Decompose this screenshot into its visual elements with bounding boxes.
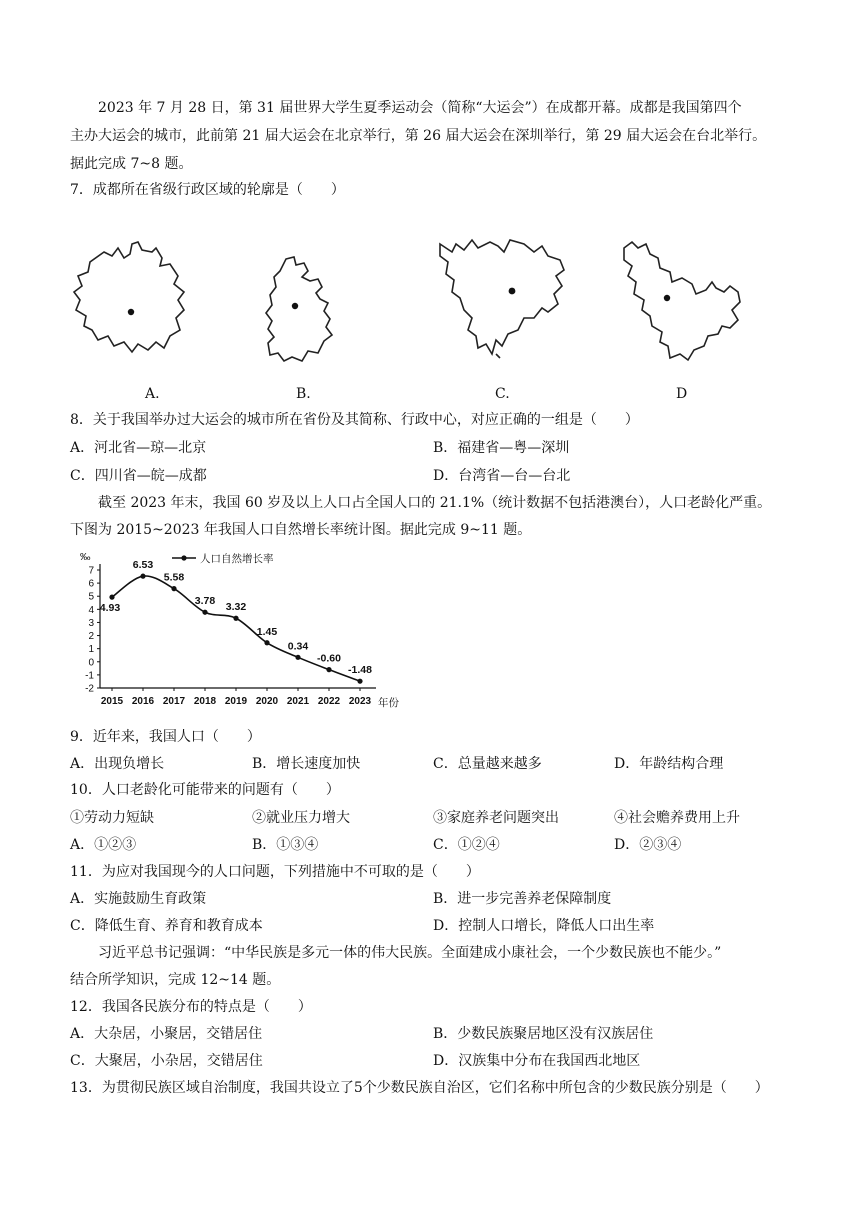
chart-data-label: 5.58 xyxy=(163,571,185,584)
chart-x-tick-label: 2020 xyxy=(255,696,279,707)
chart-x-tick-label: 2017 xyxy=(162,696,186,707)
question-9-option-b[interactable]: B．增长速度加快 xyxy=(252,756,361,772)
chart-data-point xyxy=(109,595,114,600)
question-8-option-b[interactable]: B．福建省—粤—深圳 xyxy=(433,440,570,456)
chart-x-tick-label: 2023 xyxy=(348,696,372,707)
question-8-option-c[interactable]: C．四川省—皖—成都 xyxy=(70,468,207,484)
chart-data-point xyxy=(202,610,207,615)
intro-3-line-2: 结合所学知识，完成 12~14 题。 xyxy=(70,972,281,988)
question-9-option-a[interactable]: A．出现负增长 xyxy=(70,756,165,772)
chart-x-tick-label: 2019 xyxy=(224,696,248,707)
chart-legend-label: 人口自然增长率 xyxy=(200,553,274,565)
chart-data-point xyxy=(326,667,331,672)
chart-data-point xyxy=(233,616,238,621)
question-11-option-d[interactable]: D．控制人口增长，降低人口出生率 xyxy=(433,918,655,934)
question-10-option-a[interactable]: A．①②③ xyxy=(70,837,137,853)
question-11-option-a[interactable]: A．实施鼓励生育政策 xyxy=(70,891,207,907)
map-label-c: C. xyxy=(495,386,510,402)
chart-data-label: 3.78 xyxy=(194,595,216,608)
question-12-option-a[interactable]: A．大杂居，小聚居，交错居住 xyxy=(70,1026,263,1042)
population-growth-line-chart xyxy=(72,548,412,716)
chart-data-point xyxy=(171,586,176,591)
chart-y-tick-label: 6 xyxy=(88,578,94,590)
chart-y-tick-label: 4 xyxy=(88,604,94,616)
chart-data-label: 0.34 xyxy=(287,640,309,653)
chart-data-point xyxy=(357,679,362,684)
question-9-stem: 9．近年来，我国人口（ ） xyxy=(70,729,261,745)
intro-2-line-2: 下图为 2015~2023 年我国人口自然增长率统计图。据此完成 9~11 题。 xyxy=(70,522,532,538)
chart-y-tick-label: 0 xyxy=(88,657,94,669)
question-12-option-c[interactable]: C．大聚居，小杂居，交错居住 xyxy=(70,1053,263,1069)
question-10-item-4: ④社会赡养费用上升 xyxy=(614,810,740,826)
intro-1-line-3: 据此完成 7~8 题。 xyxy=(70,156,193,172)
question-10-option-c[interactable]: C．①②④ xyxy=(433,837,500,853)
question-13-stem: 13．为贯彻民族区域自治制度，我国共设立了5个少数民族自治区，它们名称中所包含的少数民族分别是（ ） xyxy=(70,1080,769,1096)
question-10-option-d[interactable]: D．②③④ xyxy=(614,837,682,853)
chart-y-tick-label: -2 xyxy=(85,683,94,695)
question-10-option-b[interactable]: B．①③④ xyxy=(252,837,319,853)
chart-y-tick-label: 5 xyxy=(88,591,94,603)
question-8-option-d[interactable]: D．台湾省—台—台北 xyxy=(433,468,571,484)
chart-x-tick-label: 2015 xyxy=(100,696,124,707)
chart-y-unit: ‰ xyxy=(80,551,91,563)
map-option-c-image xyxy=(438,238,568,360)
chart-series-line xyxy=(112,576,360,681)
chart-data-label: 3.32 xyxy=(225,601,247,614)
chart-y-tick-label: 7 xyxy=(88,565,94,577)
chart-data-label: 6.53 xyxy=(132,559,154,572)
question-12-stem: 12．我国各民族分布的特点是（ ） xyxy=(70,999,312,1015)
question-11-option-c[interactable]: C．降低生育、养育和教育成本 xyxy=(70,918,263,934)
chart-x-tick-label: 2022 xyxy=(317,696,341,707)
chart-data-label: 1.45 xyxy=(256,625,278,638)
question-8-option-a[interactable]: A．河北省—琼—北京 xyxy=(70,440,207,456)
intro-1-line-1: 2023 年 7 月 28 日，第 31 届世界大学生夏季运动会（简称“大运会”）在成都开幕。成都是我国第四个 xyxy=(98,100,742,116)
chart-data-point xyxy=(140,574,145,579)
intro-2-line-1: 截至 2023 年末，我国 60 岁及以上人口占全国人口的 21.1%（统计数据不包括港澳台），人口老龄化严重。 xyxy=(98,495,772,511)
chart-x-tick-label: 2018 xyxy=(193,696,217,707)
chart-y-tick-label: 2 xyxy=(88,631,94,643)
chart-data-label: 4.93 xyxy=(99,602,121,615)
chart-x-unit: 年份 xyxy=(378,697,399,709)
question-10-item-1: ①劳动力短缺 xyxy=(70,810,154,826)
question-9-option-c[interactable]: C．总量越来越多 xyxy=(433,756,542,772)
question-8-stem: 8．关于我国举办过大运会的城市所在省份及其简称、行政中心，对应正确的一组是（ ） xyxy=(70,412,639,428)
chart-data-label: -0.60 xyxy=(317,652,341,665)
chart-legend xyxy=(172,552,274,565)
chart-x-tick-label: 2021 xyxy=(286,696,310,707)
question-7-stem: 7．成都所在省级行政区域的轮廓是（ ） xyxy=(70,182,345,198)
chart-x-tick-label: 2016 xyxy=(131,696,155,707)
intro-3-line-1: 习近平总书记强调：“中华民族是多元一体的伟大民族。全面建成小康社会，一个少数民族也不能少。” xyxy=(98,945,722,961)
question-12-option-d[interactable]: D．汉族集中分布在我国西北地区 xyxy=(433,1053,641,1069)
map-option-b-image xyxy=(262,255,334,365)
chart-data-point xyxy=(295,655,300,660)
question-10-stem: 10．人口老龄化可能带来的问题有（ ） xyxy=(70,782,340,798)
intro-1-line-2: 主办大运会的城市，此前第 21 届大运会在北京举行，第 26 届大运会在深圳举行，第 29 届大运会在台北举行。 xyxy=(70,128,767,144)
question-11-stem: 11．为应对我国现今的人口问题，下列措施中不可取的是（ ） xyxy=(70,864,480,880)
map-option-d-image xyxy=(620,238,744,364)
map-label-a: A. xyxy=(145,386,160,402)
chart-data-label: -1.48 xyxy=(348,664,372,677)
chart-y-tick-label: 1 xyxy=(88,644,94,656)
map-option-a-image xyxy=(72,238,192,356)
question-11-option-b[interactable]: B．进一步完善养老保障制度 xyxy=(433,891,612,907)
question-9-option-d[interactable]: D．年龄结构合理 xyxy=(614,756,724,772)
question-10-item-2: ②就业压力增大 xyxy=(252,810,350,826)
chart-y-tick-label: -1 xyxy=(85,670,94,682)
chart-data-point xyxy=(264,640,269,645)
chart-y-tick-label: 3 xyxy=(88,617,94,629)
map-label-b: B. xyxy=(296,386,311,402)
question-10-item-3: ③家庭养老问题突出 xyxy=(433,810,559,826)
question-12-option-b[interactable]: B．少数民族聚居地区没有汉族居住 xyxy=(433,1026,654,1042)
map-label-d: D xyxy=(676,386,688,402)
